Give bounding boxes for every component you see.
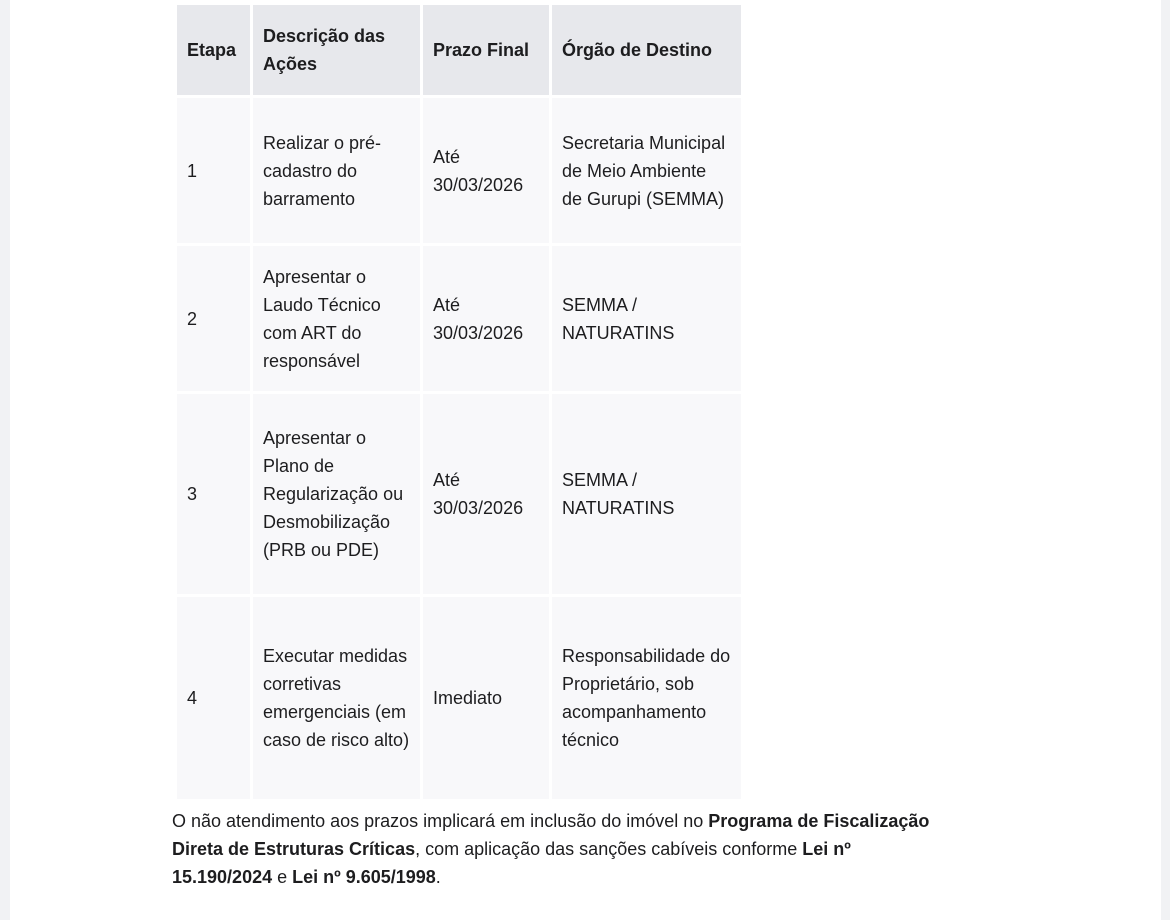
note-text: O não atendimento aos prazos implicará em inclusão do imóvel no	[172, 811, 709, 831]
note-text: .	[435, 867, 441, 887]
law-reference: Lei nº 15.190/2024	[172, 839, 851, 887]
header-etapa: Etapa	[177, 5, 250, 95]
cell-prazo: Até 30/03/2026	[423, 98, 549, 243]
cell-etapa: 1	[177, 98, 250, 243]
document-page	[10, 0, 1161, 920]
table-row	[177, 98, 741, 243]
compliance-note	[172, 807, 932, 891]
cell-orgao: Responsabilidade do Proprietário, sob acompanhamento técnico	[552, 597, 741, 799]
cell-descricao: Realizar o pré-cadastro do barramento	[253, 98, 420, 243]
cell-prazo: Até 30/03/2026	[423, 246, 549, 391]
actions-table-container	[174, 2, 744, 802]
cell-etapa: 3	[177, 394, 250, 594]
cell-prazo: Até 30/03/2026	[423, 394, 549, 594]
cell-descricao: Apresentar o Laudo Técnico com ART do responsável	[253, 246, 420, 391]
cell-orgao: SEMMA / NATURATINS	[552, 246, 741, 391]
header-orgao: Órgão de Destino	[552, 5, 741, 95]
cell-etapa: 2	[177, 246, 250, 391]
cell-orgao: Secretaria Municipal de Meio Ambiente de Gurupi (SEMMA)	[552, 98, 741, 243]
cell-prazo: Imediato	[423, 597, 549, 799]
cell-etapa: 4	[177, 597, 250, 799]
cell-descricao: Executar medidas corretivas emergenciais (em caso de risco alto)	[253, 597, 420, 799]
note-text: , com aplicação das sanções cabíveis conforme	[415, 839, 803, 859]
actions-table	[174, 2, 744, 802]
header-descricao: Descrição das Ações	[253, 5, 420, 95]
table-row	[177, 597, 741, 799]
note-text: e	[272, 867, 293, 887]
header-prazo: Prazo Final	[423, 5, 549, 95]
table-header-row	[177, 5, 741, 95]
cell-orgao: SEMMA / NATURATINS	[552, 394, 741, 594]
table-row	[177, 394, 741, 594]
program-name: Programa de Fiscalização Direta de Estruturas Críticas	[172, 811, 930, 859]
table-row	[177, 246, 741, 391]
law-reference: Lei nº 9.605/1998	[292, 867, 436, 887]
cell-descricao: Apresentar o Plano de Regularização ou Desmobilização (PRB ou PDE)	[253, 394, 420, 594]
